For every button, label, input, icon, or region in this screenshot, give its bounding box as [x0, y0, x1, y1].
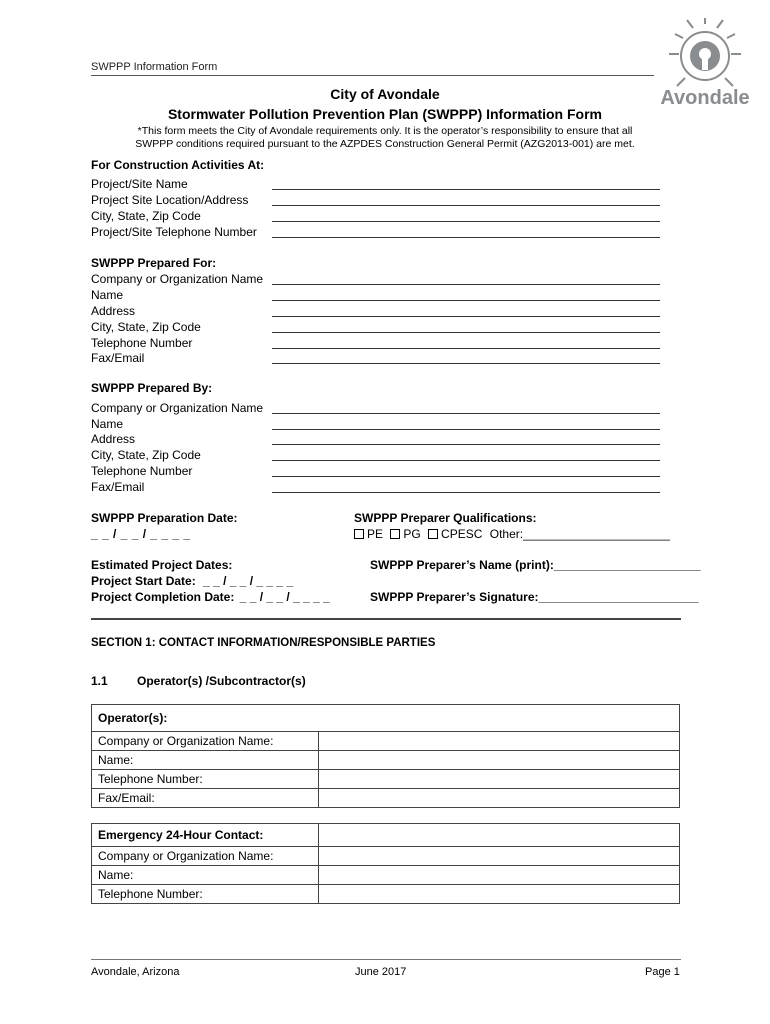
table-row	[92, 824, 680, 847]
requirements-note	[120, 125, 650, 151]
by-company-field[interactable]	[272, 413, 660, 414]
construction-heading: For Construction Activities At:	[91, 158, 265, 172]
prep-date-label: SWPPP Preparation Date:	[91, 511, 238, 525]
project-site-address-field[interactable]	[272, 205, 660, 206]
row-label: Name:	[92, 866, 319, 885]
for-address-field[interactable]	[272, 316, 660, 317]
logo-wordmark: Avondale	[660, 87, 750, 109]
estimated-dates-label: Estimated Project Dates:	[91, 558, 233, 572]
field-label: Address	[91, 432, 136, 446]
field-label: Address	[91, 304, 136, 318]
section-divider	[91, 618, 681, 620]
operator-telephone-input[interactable]	[319, 770, 680, 789]
section1-heading: SECTION 1: CONTACT INFORMATION/RESPONSIBLE PARTIES	[91, 637, 436, 649]
table-row	[92, 866, 680, 885]
for-name-field[interactable]	[272, 300, 660, 301]
row-label: Telephone Number:	[92, 885, 319, 904]
preparer-signature-field[interactable]: SWPPP Preparer’s Signature:________________________	[370, 590, 699, 604]
operators-table-heading: Operator(s):	[92, 705, 680, 732]
field-label: Company or Organization Name	[91, 272, 264, 286]
pg-checkbox[interactable]	[390, 529, 400, 539]
title-city: City of Avondale	[330, 86, 440, 102]
by-fax-email-field[interactable]	[272, 492, 660, 493]
cpesc-checkbox[interactable]	[428, 529, 438, 539]
emergency-name-input[interactable]	[319, 866, 680, 885]
footer-rule	[91, 959, 681, 960]
section1-1-number: 1.1	[91, 674, 108, 688]
start-date-field[interactable]: _ _ / _ _ / _ _ _ _	[203, 574, 294, 588]
emergency-table-heading: Emergency 24-Hour Contact:	[92, 824, 319, 847]
field-label: City, State, Zip Code	[91, 320, 201, 334]
by-city-state-zip-field[interactable]	[272, 460, 660, 461]
completion-date-label: Project Completion Date:	[91, 590, 235, 604]
title-form: Stormwater Pollution Prevention Plan (SWPPP) Information Form	[167, 106, 603, 122]
field-label: City, State, Zip Code	[91, 209, 201, 223]
table-row	[92, 789, 680, 808]
field-label: Project/Site Telephone Number	[91, 225, 257, 239]
emergency-telephone-input[interactable]	[319, 885, 680, 904]
row-label: Telephone Number:	[92, 770, 319, 789]
by-address-field[interactable]	[272, 444, 660, 445]
table-row	[92, 770, 680, 789]
field-label: Telephone Number	[91, 336, 193, 350]
header-rule	[91, 75, 654, 76]
start-date-row	[91, 574, 293, 588]
note-line-1: *This form meets the City of Avondale requirements only. It is the operator’s responsibility to ensure that all	[137, 125, 633, 137]
table-row	[92, 847, 680, 866]
field-label: Project/Site Name	[91, 177, 188, 191]
field-label: Fax/Email	[91, 480, 145, 494]
footer-location: Avondale, Arizona	[91, 966, 180, 978]
header-form-name: SWPPP Information Form	[91, 61, 218, 73]
by-name-field[interactable]	[272, 429, 660, 430]
pe-checkbox[interactable]	[354, 529, 364, 539]
by-telephone-field[interactable]	[272, 476, 660, 477]
note-line-2: SWPPP conditions required pursuant to the AZPDES Construction General Permit (AZG2013-001) are met.	[135, 138, 635, 150]
for-company-field[interactable]	[272, 284, 660, 285]
prepared-for-heading: SWPPP Prepared For:	[91, 256, 217, 270]
section1-1-title: Operator(s) /Subcontractor(s)	[137, 674, 306, 688]
pe-label: PE	[367, 527, 384, 541]
completion-date-field[interactable]: _ _ / _ _ / _ _ _ _	[239, 590, 330, 604]
completion-date-row	[91, 590, 330, 604]
footer-page-number: Page 1	[645, 966, 680, 978]
project-telephone-field[interactable]	[272, 237, 660, 238]
for-city-state-zip-field[interactable]	[272, 332, 660, 333]
field-label: Fax/Email	[91, 351, 145, 365]
operator-fax-email-input[interactable]	[319, 789, 680, 808]
operator-name-input[interactable]	[319, 751, 680, 770]
row-label: Company or Organization Name:	[92, 847, 319, 866]
qualifications-label: SWPPP Preparer Qualifications:	[354, 511, 537, 525]
field-label: City, State, Zip Code	[91, 448, 201, 462]
field-label: Project Site Location/Address	[91, 193, 249, 207]
footer-date: June 2017	[355, 966, 407, 978]
table-row	[92, 705, 680, 732]
row-label: Company or Organization Name:	[92, 732, 319, 751]
emergency-company-input[interactable]	[319, 847, 680, 866]
row-label: Name:	[92, 751, 319, 770]
prepared-by-heading: SWPPP Prepared By:	[91, 381, 213, 395]
emergency-heading-input[interactable]	[319, 824, 680, 847]
preparer-name-field[interactable]: SWPPP Preparer’s Name (print):______________________	[370, 558, 701, 572]
start-date-label: Project Start Date:	[91, 574, 196, 588]
project-site-name-field[interactable]	[272, 189, 660, 190]
operator-company-input[interactable]	[319, 732, 680, 751]
row-label: Fax/Email:	[92, 789, 319, 808]
field-label: Name	[91, 417, 124, 431]
table-row	[92, 732, 680, 751]
pg-label: PG	[403, 527, 421, 541]
table-row	[92, 751, 680, 770]
for-telephone-field[interactable]	[272, 348, 660, 349]
operators-table	[91, 704, 680, 808]
for-fax-email-field[interactable]	[272, 363, 660, 364]
field-label: Telephone Number	[91, 464, 193, 478]
table-row	[92, 885, 680, 904]
project-city-state-zip-field[interactable]	[272, 221, 660, 222]
cpesc-label: CPESC	[441, 527, 483, 541]
other-qualification-field[interactable]: Other:______________________	[489, 527, 670, 541]
qualifications-options	[354, 527, 670, 541]
field-label: Name	[91, 288, 124, 302]
prep-date-field[interactable]: _ _ / _ _ / _ _ _ _	[91, 527, 191, 541]
field-label: Company or Organization Name	[91, 401, 264, 415]
emergency-contact-table	[91, 823, 680, 904]
